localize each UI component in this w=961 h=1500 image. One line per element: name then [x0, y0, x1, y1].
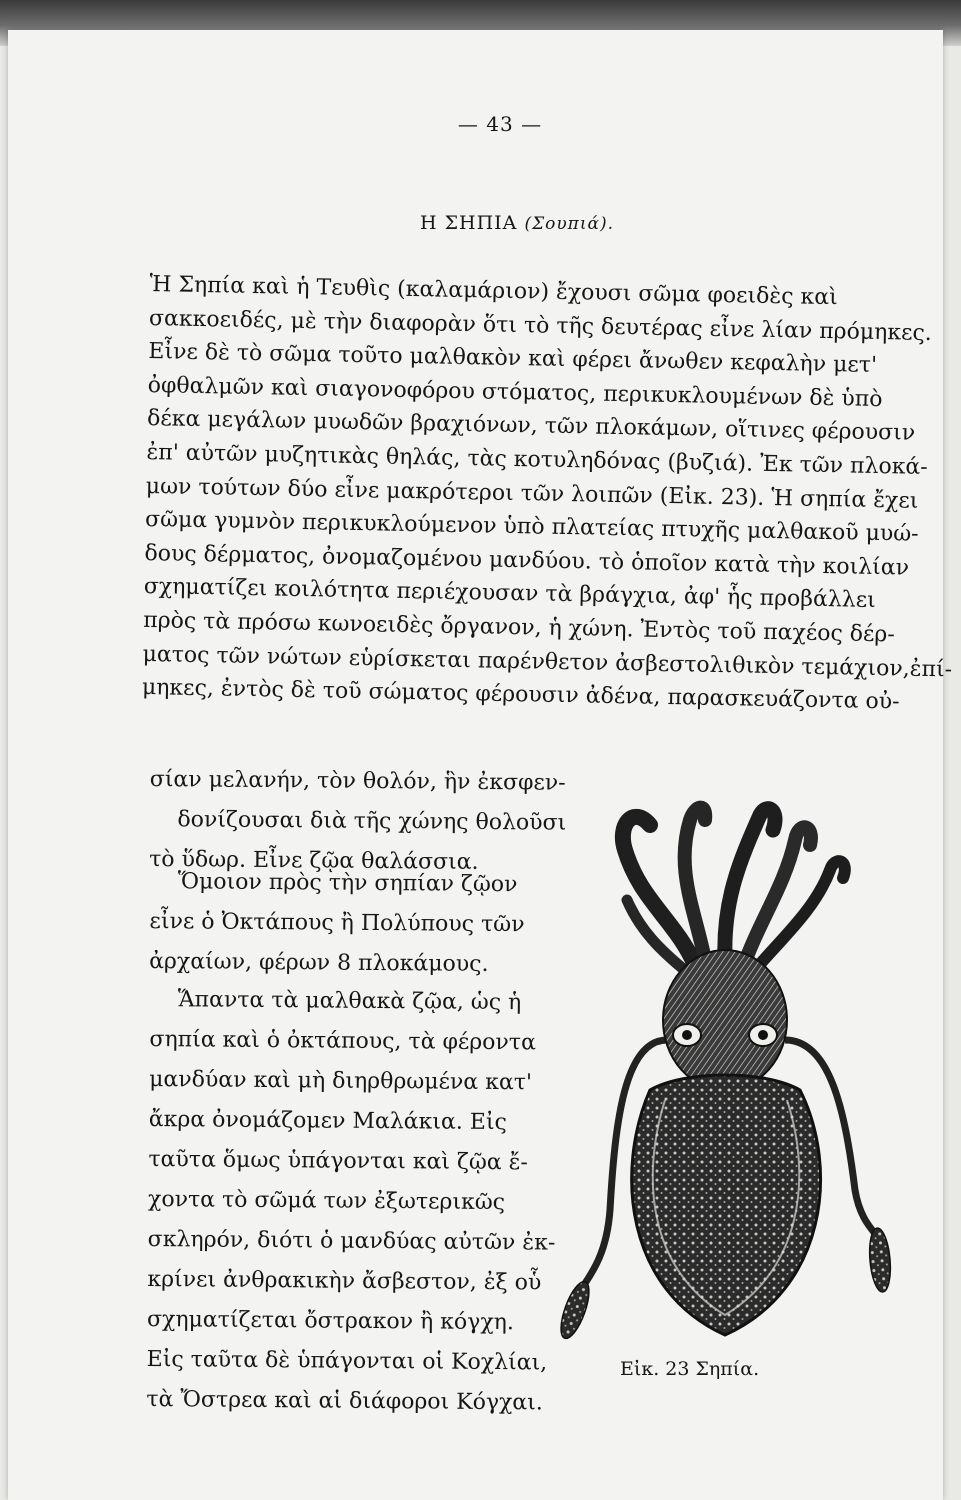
text-line: σχηματίζει κοιλότητα περιέχουσαν τὰ βράγχια, ἀφ' ἧς προβάλλει [143, 574, 876, 614]
text-line: ἀρχαίων, φέρων 8 πλοκάμους. [149, 948, 489, 977]
text-line: Εἶνε δὲ τὸ σῶμα τοῦτο μαλθακὸν καὶ φέρει ἄνωθεν κεφαλὴν μετ' [148, 339, 878, 379]
text-line: κρίνει ἀνθρακικὴν ἄσβεστον, ἐξ οὗ [147, 1266, 542, 1296]
text-line: πρὸς τὰ πρόσω κωνοειδὲς ὄργανον, ἡ χώνη. Ἐντὸς τοῦ παχέος δέρ- [142, 607, 896, 648]
paragraph-octopus [149, 862, 550, 985]
text-line: Ἡ Σηπία καὶ ἡ Τευθὶς (καλαμάριον) ἔχουσι σῶμα φοειδὲς καὶ [149, 271, 838, 311]
figure-caption: Εἰκ. 23 Σηπία. [620, 1358, 760, 1380]
text-line: εἶνε ὁ Ὀκτάπους ἢ Πολύπους τῶν [149, 908, 525, 938]
text-line: σκληρόν, διότι ὁ μανδύας αὐτῶν ἐκ- [147, 1226, 556, 1256]
text-line: σίαν μελανήν, τὸν θολόν, ἣν ἐκσφεν- [149, 766, 566, 796]
text-line: ματος τῶν νώτων εὑρίσκεται παρένθετον ἀσβεστολιθικὸν τεμάχιον,ἐπί- [142, 641, 953, 682]
section-title-main: Η ΣΗΠΙΑ [419, 212, 518, 234]
page-number: — 43 — [457, 112, 543, 136]
text-line: Ὅμοιον πρὸς τὴν σηπίαν ζῷον [177, 869, 518, 898]
text-line: Εἰς ταῦτα δὲ ὑπάγονται οἱ Κοχλίαι, [146, 1346, 548, 1376]
cuttlefish-illustration [555, 790, 905, 1350]
text-line: δους δέρματος, ὀνομαζομένου μανδύου. τὸ ὁποῖον κατὰ τὴν κοιλίαν [144, 540, 910, 581]
cuttlefish-engraving [555, 790, 905, 1350]
paragraph-main [140, 268, 953, 822]
text-line: σηπία καὶ ὁ ὀκτάπους, τὰ φέροντα [149, 1026, 536, 1056]
text-line: ἄκρα ὀνομάζομεν Μαλάκια. Εἰς [148, 1106, 507, 1136]
text-line: ὀφθαλμῶν καὶ σιαγονοφόρου στόματος, περικυκλουμένων δὲ ὑπὸ [147, 372, 883, 412]
text-line: μων τούτων δύο εἶνε μακρότεροι τῶν λοιπῶν (Εἰκ. 23). Ἡ σηπία ἔχει [145, 473, 919, 514]
text-line: δονίζουσαι διὰ τῆς χώνης θολοῦσι [177, 807, 567, 836]
text-line: ἐπ' αὐτῶν μυζητικὰς θηλάς, τὰς κοτυληδόνας (βυζιά). Ἐκ τῶν πλοκά- [146, 439, 928, 480]
text-line: Ἅπαντα τὰ μαλθακὰ ζῷα, ὡς ἡ [177, 987, 522, 1016]
text-line: χοντα τὸ σῶμά των ἐξωτερικῶς [147, 1186, 506, 1216]
text-line: σχηματίζεται ὄστρακον ἢ κόγχη. [146, 1306, 514, 1336]
text-line: σῶμα γυμνὸν περικυκλούμενον ὑπὸ πλατείας πτυχῆς μαλθακοῦ μυώ- [144, 507, 919, 547]
section-title-sub: (Σουπιά). [524, 214, 615, 234]
text-line: τὸ ὕδωρ. Εἶνε ζῷα θαλάσσια. [149, 846, 479, 875]
text-line: σακκοειδές, μὲ τὴν διαφορὰν ὅτι τὸ τῆς δευτέρας εἶνε λίαν πρόμηκες. [148, 305, 933, 346]
text-line: μανδύαν καὶ μὴ διηρθρωμένα κατ' [149, 1066, 533, 1096]
text-line: δέκα μεγάλων μυωδῶν βραχιόνων, τῶν πλοκάμων, οἵτινες φέρουσιν [146, 406, 916, 447]
text-line: τὰ Ὄστρεα καὶ αἱ διάφοροι Κόγχαι. [146, 1386, 543, 1416]
text-line: μηκες, ἐντὸς δὲ τοῦ σώματος φέρουσιν ἀδένα, παρασκευάζοντα οὐ- [141, 675, 900, 715]
text-line: ταῦτα ὅμως ὑπάγονται καὶ ζῷα ἔ- [148, 1146, 529, 1176]
paragraph-molluscs [146, 980, 556, 1423]
section-title [392, 212, 642, 234]
